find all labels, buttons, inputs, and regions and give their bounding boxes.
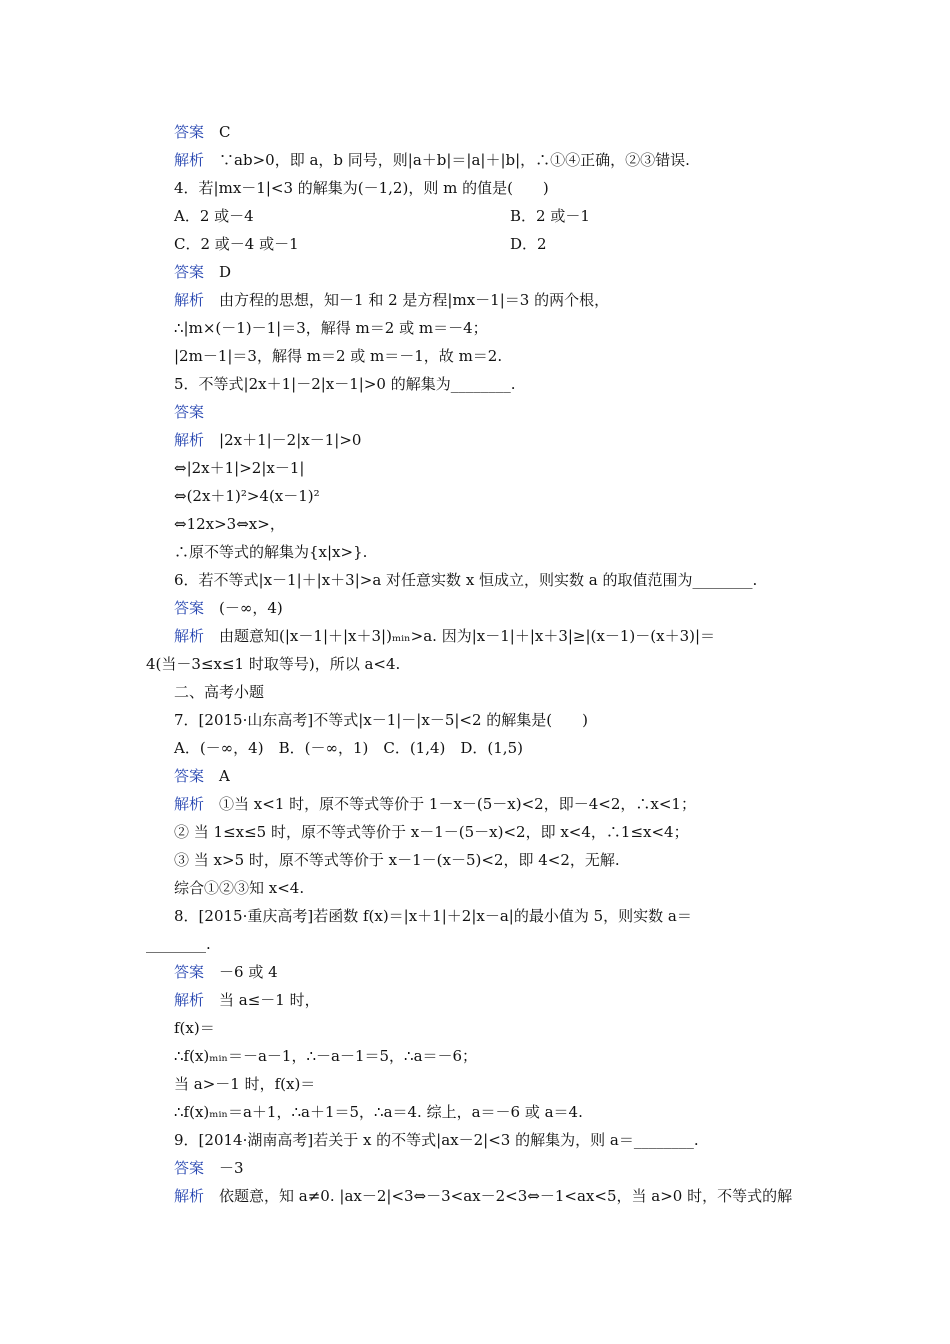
labeled-line (174, 1186, 792, 1206)
line-text: ∴f(x)ₘᵢₙ＝a＋1，∴a＋1＝5，∴a＝4. 综上，a＝－6 或 a＝4. (174, 1103, 583, 1121)
line-text: 4(当－3≤x≤1 时取等号)，所以 a<4. (146, 655, 401, 673)
answer-label: 解析 (174, 291, 205, 309)
labeled-line (174, 402, 219, 422)
answer-label: 解析 (174, 795, 205, 813)
answer-label: 解析 (174, 627, 205, 645)
line-text: 6．若不等式|x－1|＋|x＋3|>a 对任意实数 x 恒成立，则实数 a 的取值范围为________. (174, 571, 758, 589)
text-line (174, 486, 320, 506)
option-text: B．2 或－1 (510, 207, 590, 225)
text-line (174, 346, 502, 366)
text-line (174, 822, 689, 842)
option-row (174, 234, 814, 254)
labeled-line (174, 990, 320, 1010)
answer-label: 解析 (174, 151, 205, 169)
line-text: 4．若|mx－1|<3 的解集为(－1,2)，则 m 的值是( ) (174, 179, 549, 197)
line-text: 7．[2015·山东高考]不等式|x－1|－|x－5|<2 的解集是( ) (174, 711, 588, 729)
text-line (174, 1074, 315, 1094)
text-line (174, 738, 523, 758)
text-line (174, 1130, 699, 1150)
line-text: ________. (146, 935, 211, 953)
text-line (174, 710, 588, 730)
line-text: 综合①②③知 x<4. (174, 879, 305, 897)
line-text: D (219, 263, 232, 281)
text-line (174, 514, 285, 534)
answer-label: 解析 (174, 431, 205, 449)
line-text: ⇔|2x＋1|>2|x－1| (174, 459, 305, 477)
line-text: 5．不等式|2x＋1|－2|x－1|>0 的解集为________. (174, 375, 516, 393)
line-text: 8．[2015·重庆高考]若函数 f(x)＝|x＋1|＋2|x－a|的最小值为 5，则实数 a＝ (174, 907, 692, 925)
labeled-line (174, 766, 230, 786)
line-text: (－∞，4) (219, 599, 283, 617)
text-line (174, 542, 367, 562)
answer-label: 答案 (174, 403, 205, 421)
text-line (174, 1102, 583, 1122)
labeled-line (174, 262, 231, 282)
line-text: A．(－∞，4) B．(－∞，1) C．(1,4) D．(1,5) (174, 739, 523, 757)
answer-label: 答案 (174, 599, 205, 617)
line-text: f(x)＝ (174, 1019, 215, 1037)
text-line (174, 850, 620, 870)
line-text: ∴|m×(－1)－1|＝3，解得 m＝2 或 m＝－4； (174, 319, 488, 337)
labeled-line (174, 430, 361, 450)
line-text: ∴原不等式的解集为{x|x>}. (174, 543, 368, 561)
line-text: ② 当 1≤x≤5 时，原不等式等价于 x－1－(5－x)<2，即 x<4，∴1≤x<4； (174, 823, 689, 841)
text-line (174, 906, 692, 926)
line-text: ∴f(x)ₘᵢₙ＝－a－1，∴－a－1＝5，∴a＝－6； (174, 1047, 478, 1065)
answer-label: 答案 (174, 767, 205, 785)
line-text: 9．[2014·湖南高考]若关于 x 的不等式|ax－2|<3 的解集为，则 a＝________. (174, 1131, 699, 1149)
line-text: －3 (219, 1159, 244, 1177)
line-text: －6 或 4 (219, 963, 278, 981)
text-line (146, 934, 211, 954)
text-line (174, 178, 549, 198)
answer-label: 答案 (174, 263, 205, 281)
line-text: 二、高考小题 (174, 683, 265, 701)
line-text: A (219, 767, 230, 785)
labeled-line (174, 962, 278, 982)
option-text: D．2 (510, 235, 547, 253)
line-text: ⇔(2x＋1)²>4(x－1)² (174, 487, 320, 505)
answer-label: 解析 (174, 1187, 205, 1205)
text-line (174, 1018, 215, 1038)
text-line (174, 878, 304, 898)
text-line (174, 570, 757, 590)
labeled-line (174, 122, 231, 142)
text-line (174, 458, 304, 478)
labeled-line (174, 626, 715, 646)
answer-label: 解析 (174, 991, 205, 1009)
labeled-line (174, 794, 696, 814)
labeled-line (174, 598, 283, 618)
text-line (174, 318, 488, 338)
text-line (146, 654, 400, 674)
answer-label: 答案 (174, 1159, 205, 1177)
option-row (174, 206, 814, 226)
text-line (174, 682, 264, 702)
line-text: ∵ab>0，即 a，b 同号，则|a＋b|＝|a|＋|b|，∴①④正确，②③错误. (219, 151, 690, 169)
text-line (174, 374, 516, 394)
line-text: ①当 x<1 时，原不等式等价于 1－x－(5－x)<2，即－4<2，∴x<1； (219, 795, 696, 813)
answer-label: 答案 (174, 123, 205, 141)
option-text: C．2 或－4 或－1 (174, 235, 299, 253)
line-text: 依题意，知 a≠0. |ax－2|<3⇔－3<ax－2<3⇔－1<ax<5，当 a>0 时，不等式的解 (219, 1187, 793, 1205)
line-text: |2x＋1|－2|x－1|>0 (219, 431, 362, 449)
line-text: 由方程的思想，知－1 和 2 是方程|mx－1|＝3 的两个根， (219, 291, 610, 309)
line-text: ③ 当 x>5 时，原不等式等价于 x－1－(x－5)<2，即 4<2，无解. (174, 851, 620, 869)
text-line (174, 1046, 477, 1066)
labeled-line (174, 1158, 244, 1178)
line-text: 由题意知(|x－1|＋|x＋3|)ₘᵢₙ>a. 因为|x－1|＋|x＋3|≥|(x－1)－(x＋3)|＝ (219, 627, 716, 645)
answer-label: 答案 (174, 963, 205, 981)
labeled-line (174, 150, 690, 170)
line-text: ⇔12x>3⇔x>， (174, 515, 285, 533)
line-text: |2m－1|＝3，解得 m＝2 或 m＝－1，故 m＝2. (174, 347, 503, 365)
labeled-line (174, 290, 609, 310)
line-text: 当 a>－1 时，f(x)＝ (174, 1075, 316, 1093)
option-text: A．2 或－4 (174, 207, 254, 225)
line-text: 当 a≤－1 时， (219, 991, 320, 1009)
line-text: C (219, 123, 231, 141)
